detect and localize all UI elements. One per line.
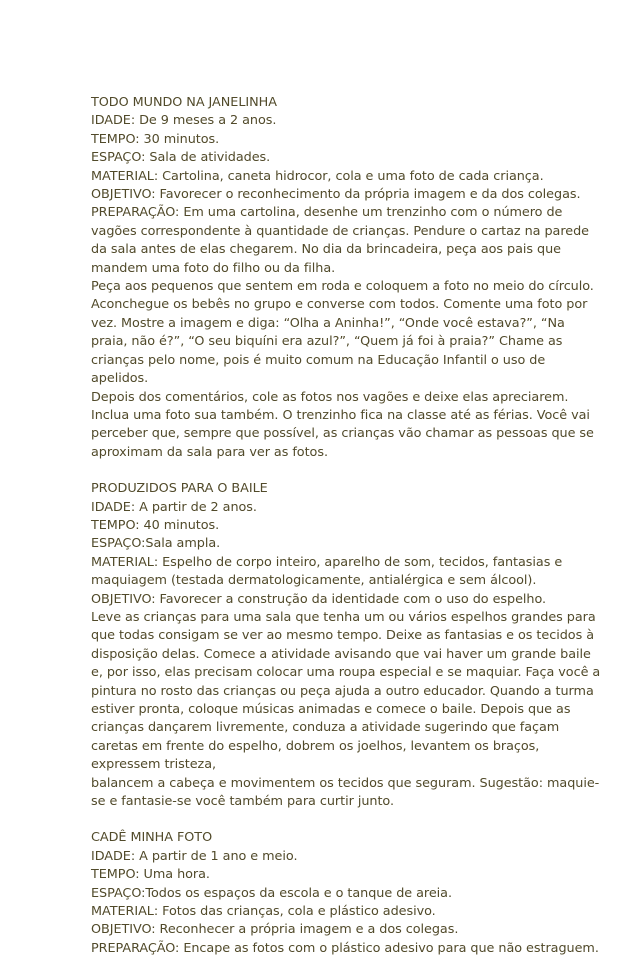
text-line: IDADE: De 9 meses a 2 anos. (91, 113, 277, 129)
text-line: maquiagem (testada dermatologicamente, antialérgica e sem álcool). (91, 573, 537, 589)
text-line: Depois dos comentários, cole as fotos nos vagões e deixe elas apreciarem. (91, 389, 569, 405)
text-line: IDADE: A partir de 1 ano e meio. (91, 848, 298, 864)
text-line: TEMPO: 30 minutos. (91, 131, 220, 147)
section-title: PRODUZIDOS PARA O BAILE (91, 481, 268, 497)
text-line: MATERIAL: Espelho de corpo inteiro, aparelho de som, tecidos, fantasias e (91, 554, 563, 570)
section-cade-minha-foto (91, 829, 599, 958)
section-todo-mundo-na-janelinha (91, 94, 594, 462)
section-spacer (91, 462, 559, 480)
text-line: ESPAÇO: Sala de atividades. (91, 150, 271, 166)
text-line: pintura no rosto das crianças ou peça ajuda a outro educador. Quando a turma (91, 683, 594, 699)
text-line: se e fantasie-se você também para curtir junto. (91, 794, 394, 810)
text-line: caretas em frente do espelho, dobrem os joelhos, levantem os braços, (91, 738, 540, 754)
text-line: PREPARAÇÃO: Em uma cartolina, desenhe um trenzinho com o número de (91, 205, 563, 221)
text-line: apelidos. (91, 371, 149, 387)
text-line: vez. Mostre a imagem e diga: “Olha a Aninha!”, “Onde você estava?”, “Na (91, 315, 565, 331)
text-line: disposição delas. Comece a atividade avisando que vai haver um grande baile (91, 646, 591, 662)
text-line: perceber que, sempre que possível, as crianças vão chamar as pessoas que se (91, 426, 594, 442)
text-line: crianças pelo nome, pois é muito comum na Educação Infantil o uso de (91, 352, 546, 368)
text-line: TEMPO: Uma hora. (91, 867, 210, 883)
text-line: PREPARAÇÃO: Encape as fotos com o plástico adesivo para que não estraguem. (91, 940, 599, 956)
text-line: OBJETIVO: Favorecer a construção da identidade com o uso do espelho. (91, 591, 547, 607)
text-line: estiver pronta, coloque músicas animadas e comece o baile. Depois que as (91, 702, 571, 717)
text-line: MATERIAL: Cartolina, caneta hidrocor, cola e uma foto de cada criança. (91, 168, 544, 184)
text-line: aproximam da sala para ver as fotos. (91, 444, 328, 460)
section-spacer (91, 811, 559, 829)
section-title: TODO MUNDO NA JANELINHA (91, 95, 277, 110)
text-line: TEMPO: 40 minutos. (91, 517, 220, 533)
text-line: ESPAÇO:Sala ampla. (91, 536, 221, 552)
text-line: MATERIAL: Fotos das crianças, cola e plástico adesivo. (91, 904, 436, 920)
text-line: crianças dançarem livremente, conduza a atividade sugerindo que façam (91, 720, 560, 736)
text-line: que todas consigam se ver ao mesmo tempo. Deixe as fantasias e os tecidos à (91, 628, 594, 644)
document-body (91, 94, 601, 958)
text-line: ESPAÇO:Todos os espaços da escola e o tanque de areia. (91, 885, 452, 901)
text-line: vagões correspondente à quantidade de crianças. Pendure o cartaz na parede (91, 223, 589, 239)
text-line: balancem a cabeça e movimentem os tecidos que seguram. Sugestão: maquie- (91, 775, 600, 791)
text-line: mandem uma foto do filho ou da filha. (91, 260, 336, 276)
text-line: Aconchegue os bebês no grupo e converse com todos. Comente uma foto por (91, 297, 588, 313)
text-line: Leve as crianças para uma sala que tenha um ou vários espelhos grandes para (91, 609, 596, 625)
text-line: IDADE: A partir de 2 anos. (91, 499, 257, 515)
text-line: expressem tristeza, (91, 757, 217, 773)
text-line: Peça aos pequenos que sentem em roda e coloquem a foto no meio do círculo. (91, 279, 594, 295)
section-title: CADÊ MINHA FOTO (91, 830, 213, 846)
text-line: OBJETIVO: Reconhecer a própria imagem e a dos colegas. (91, 922, 459, 938)
section-produzidos-para-o-baile (91, 480, 601, 811)
text-line: praia, não é?”, “O seu biquíni era azul?”, “Quem já foi à praia?” Chame as (91, 334, 563, 350)
text-line: Inclua uma foto sua também. O trenzinho fica na classe até as férias. Você vai (91, 407, 590, 423)
text-line: da sala antes de elas chegarem. No dia da brincadeira, peça aos pais que (91, 242, 562, 258)
document-page (91, 94, 601, 958)
text-line: e, por isso, elas precisam colocar uma roupa especial e se maquiar. Faça você a (91, 665, 601, 681)
text-line: OBJETIVO: Favorecer o reconhecimento da própria imagem e da dos colegas. (91, 187, 581, 203)
